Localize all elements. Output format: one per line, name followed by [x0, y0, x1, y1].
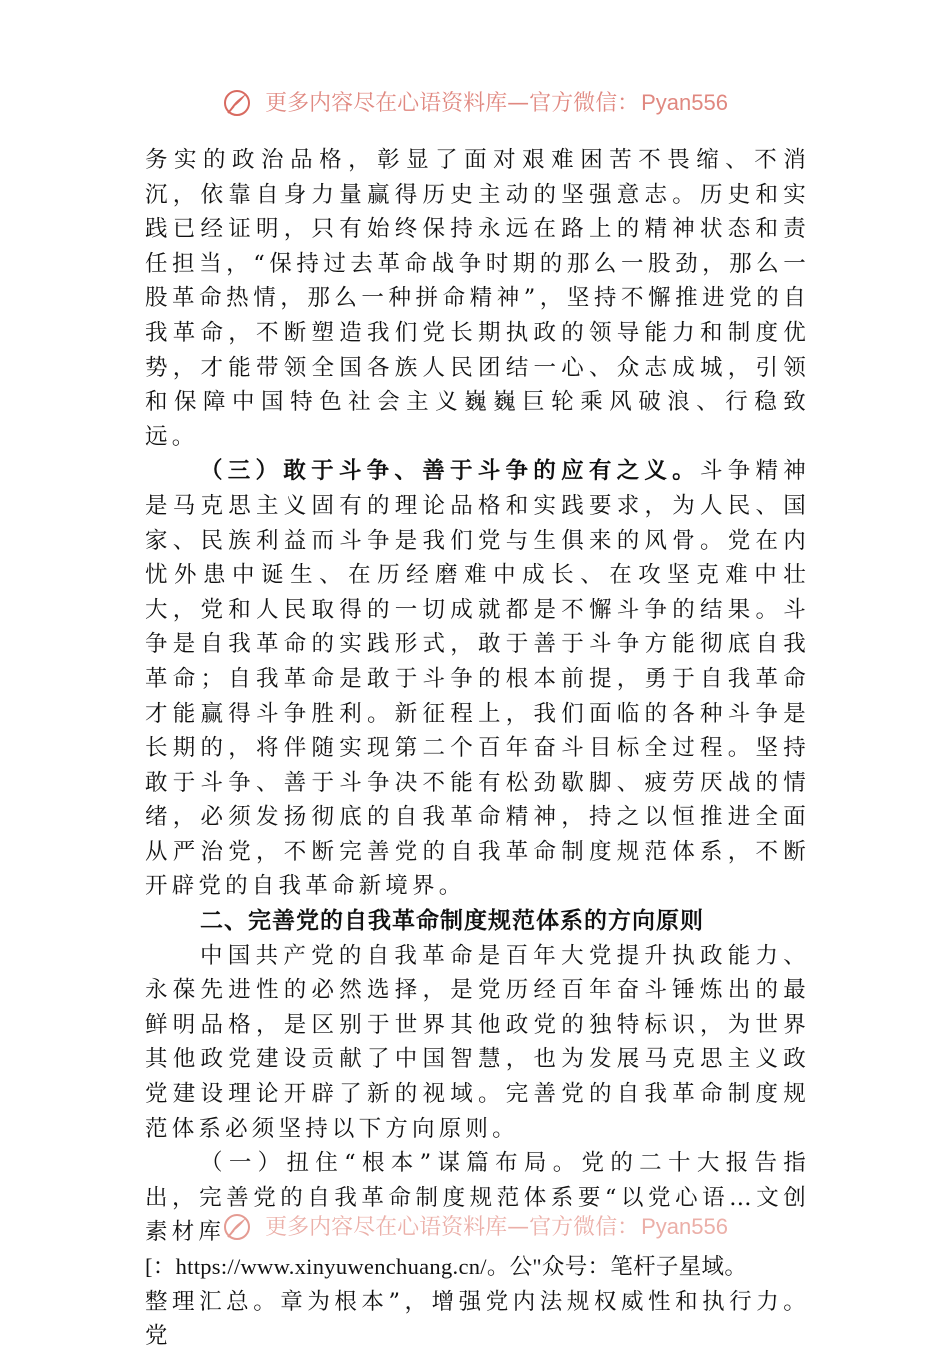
watermark-text: 更多内容尽在心语资料库—官方微信： — [265, 1215, 640, 1240]
footer-watermark — [0, 1210, 950, 1242]
paragraph-2 — [145, 454, 810, 904]
paragraph-2-body: 斗争精神是马克思主义固有的理论品格和实践要求，为人民、国家、民族利益而斗争是我们党与生俱来的风骨。党在内忧外患中诞生、在历经磨难中成长、在攻坚克难中壮大，党和人民取得的一切成就都是不懈斗争的结果。斗争是自我革命的实践形式，敢于善于斗争方能彻底自我革命；自我革命是敢于斗争的根本前提，勇于自我革命才能赢得斗争胜利。新征程上，我们面临的各种斗争是长期的，将伴随实现第二个百年奋斗目标全过程。坚持敢于斗争、善于斗争决不能有松劲歇脚、疲劳厌战的情绪，必须发扬彻底的自我革命精神，持之以恒推进全面从严治党，不断完善党的自我革命制度规范体系，不断开辟党的自我革命新境界。 — [145, 458, 810, 900]
watermark-wechat-id: Pyan556 — [641, 1214, 728, 1239]
paragraph-4-text-b: 整理汇总。章为根本”，增强党内法规权威性和执行力。党 — [145, 1288, 810, 1350]
header-watermark — [0, 86, 950, 118]
feather-logo-icon — [222, 1212, 252, 1242]
watermark-wechat-id: Pyan556 — [641, 90, 728, 115]
paragraph-4-text-a: （一）扭住“根本”谋篇布局。党的二十大报告指出，完善党的自我革命制度规范体系要“以党心语…文创素材库 — [145, 1150, 810, 1246]
paragraph-4 — [145, 1146, 810, 1354]
paragraph-3: 中国共产党的自我革命是百年大党提升执政能力、永葆先进性的必然选择，是党历经百年奋斗锤炼出的最鲜明品格，是区别于世界其他政党的独特标识，为世界其他政党建设贡献了中国智慧，也为发展马克思主义政党建设理论开辟了新的视域。完善党的自我革命制度规范体系必须坚持以下方向原则。 — [145, 942, 810, 1142]
paragraph-2-lead: （三）敢于斗争、善于斗争的应有之义。 — [200, 458, 700, 485]
watermark-text: 更多内容尽在心语资料库—官方微信： — [265, 91, 640, 116]
paragraph-4-url: [：https://www.xinyuwenchuang.cn/。公"众号：笔杆子星域。 — [145, 1254, 748, 1279]
paragraph-1: 务实的政治品格，彰显了面对艰难困苦不畏缩、不消沉，依靠自身力量赢得历史主动的坚强意志。历史和实践已经证明，只有始终保持永远在路上的精神状态和责任担当，“保持过去革命战争时期的那么一股劲，那么一股革命热情，那么一种拼命精神”，坚持不懈推进党的自我革命，不断塑造我们党长期执政的领导能力和制度优势，才能带领全国各族人民团结一心、众志成城，引领和保障中国特色社会主义巍巍巨轮乘风破浪、行稳致远。 — [145, 147, 810, 450]
document-body — [145, 143, 810, 1354]
feather-logo-icon — [222, 88, 252, 118]
section-heading: 二、完善党的自我革命制度规范体系的方向原则 — [200, 908, 704, 935]
